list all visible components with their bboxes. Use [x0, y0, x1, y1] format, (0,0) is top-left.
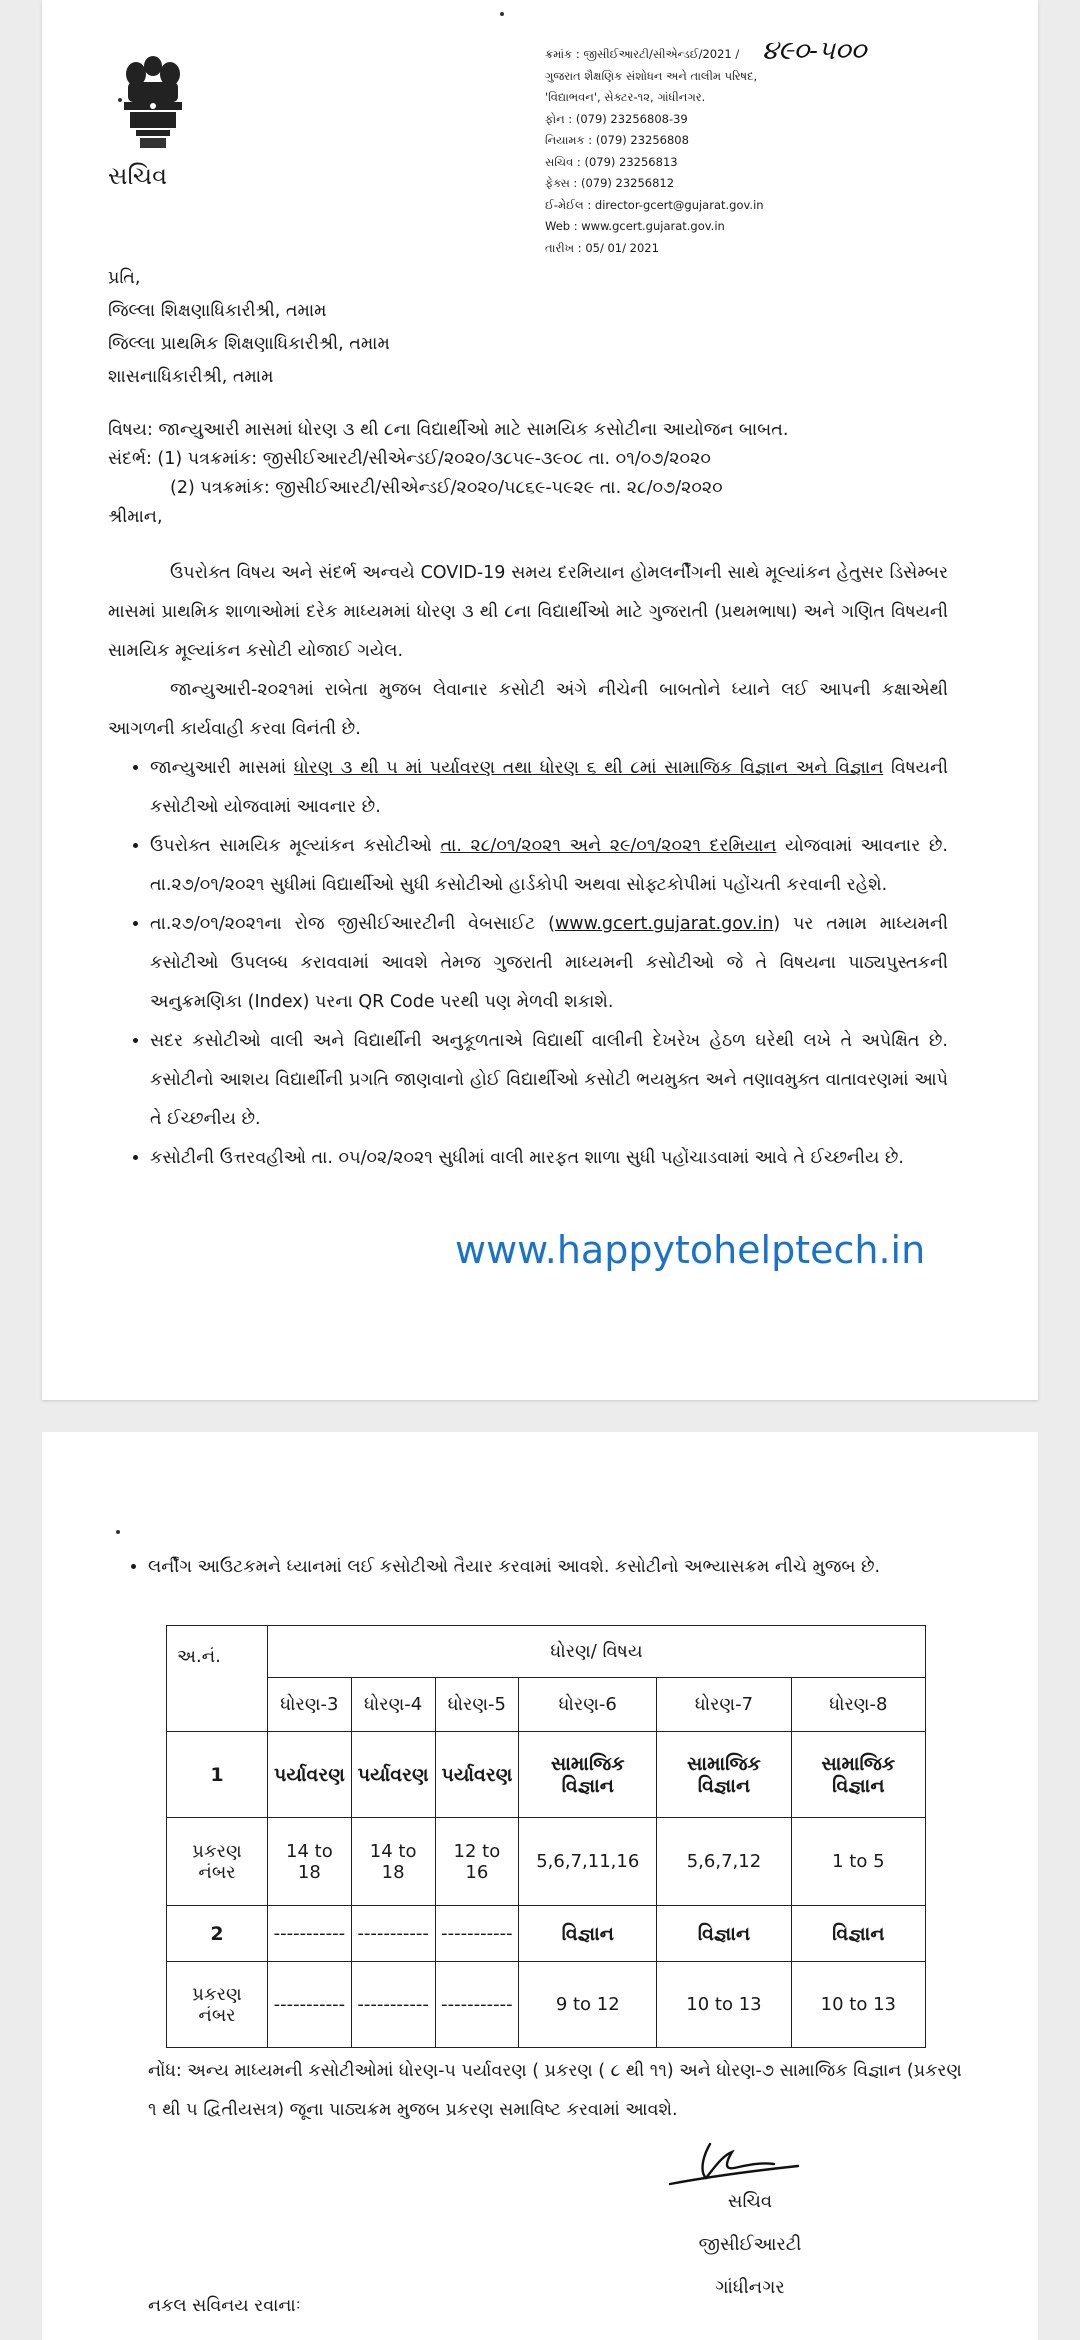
chapter-cell: 9 to 12 — [519, 1962, 657, 2048]
subject-cell: પર્યાવરણ — [268, 1732, 352, 1818]
row-number: 2 — [167, 1906, 268, 1962]
chapter-label: પ્રકરણ નંબર — [167, 1962, 268, 2048]
instruction-list — [108, 749, 948, 1178]
address-line: ફેક્સ : (079) 23256812 — [545, 176, 675, 190]
reference-line: સંદર્ભ: (1) પત્રક્રમાંક: જીસીઈઆરટી/સીએન્ડઈ/૨૦૨૦/૩૮૫૯-૩૯૦૮ તા. ૦૧/૦૭/૨૦૨૦ — [108, 449, 711, 469]
chapter-cell: 10 to 13 — [657, 1962, 791, 2048]
signatory-place: ગાંધીનગર — [715, 2277, 785, 2298]
national-emblem-icon — [108, 52, 198, 152]
list-item: • ઉપરોક્ત સામયિક મૂલ્યાંકન કસોટીઓ તા. ૨૮/૦૧/૨૦૨૧ અને ૨૯/૦૧/૨૦૨૧ દરમિયાન યોજવામાં આવનાર છે. તા.૨૭/૦૧/૨૦૨૧ સુધીમાં વિદ્યાર્થીઓ સુધી કસોટીઓ હાર્ડકોપી અથવા સોફ્ટકોપીમાં પહોંચતી કરવાની રહેશે. — [150, 827, 948, 905]
signatory-office: જીસીઈઆરટી — [698, 2234, 802, 2255]
syllabus-intro — [108, 1548, 948, 1587]
chapter-cell: ----------- — [435, 1962, 519, 2048]
subject-line: વિષય: જાન્યુઆરી માસમાં ધોરણ ૩ થી ૮ના વિદ્યાર્થીઓ માટે સામયિક કસોટીના આયોજન બાબત. — [108, 420, 789, 440]
grade-header: ધોરણ-6 — [519, 1678, 657, 1732]
subject-cell: વિજ્ઞાન — [519, 1906, 657, 1962]
scan-speck — [500, 12, 504, 16]
table-row — [167, 1906, 926, 1962]
chapter-cell: 1 to 5 — [791, 1818, 925, 1906]
list-item: • સદર કસોટીઓ વાલી અને વિદ્યાર્થીની અનુકૂળતાએ વિદ્યાર્થી વાલીની દેખરેખ હેઠળ ઘરેથી લખે તે અપેક્ષિત છે. કસોટીનો આશય વિદ્યાર્થીની પ્રગતિ જાણવાનો હોઈ વિદ્યાર્થીઓ કસોટી ભયમુક્ત અને તણાવમુક્ત વાતાવરણમાં આપે તે ઈચ્છનીય છે. — [150, 1022, 948, 1139]
address-line: 'વિદ્યાભવન', સેક્ટર-૧૨, ગાંધીનગર. — [545, 90, 706, 104]
table-row — [167, 1818, 926, 1906]
grade-subject-header: ધોરણ/ વિષય — [268, 1626, 926, 1678]
chapter-cell: ----------- — [351, 1962, 435, 2048]
letter-body — [108, 554, 948, 1178]
subject-cell: સામાજિક વિજ્ઞાન — [657, 1732, 791, 1818]
chapter-cell: 14 to 18 — [351, 1818, 435, 1906]
recipient-line: જિલ્લા શિક્ષણાધિકારીશ્રી, તમામ — [108, 301, 327, 321]
address-line: Web : www.gcert.gujarat.gov.in — [545, 219, 725, 233]
subject-cell: ----------- — [435, 1906, 519, 1962]
recipient-line: શાસનાધિકારીશ્રી, તમામ — [108, 367, 274, 387]
signatory-designation: સચિવ — [727, 2191, 773, 2212]
address-line: ગુજરાત શૈક્ષણિક સંશોધન અને તાલીમ પરિષદ, — [545, 68, 758, 83]
subject-cell: વિજ્ઞાન — [791, 1906, 925, 1962]
subject-cell: ----------- — [268, 1906, 352, 1962]
grade-header: ધોરણ-3 — [268, 1678, 352, 1732]
chapter-cell: 10 to 13 — [791, 1962, 925, 2048]
signature-block — [660, 2180, 840, 2309]
salutation: શ્રીમાન, — [108, 507, 163, 527]
sr-no-header: અ.નં. — [167, 1626, 268, 1732]
copy-to-label: નકલ સવિનય રવાનાઃ — [148, 2296, 301, 2316]
subject-cell: સામાજિક વિજ્ઞાન — [791, 1732, 925, 1818]
subject-cell: સામાજિક વિજ્ઞાન — [519, 1732, 657, 1818]
subject-cell: વિજ્ઞાન — [657, 1906, 791, 1962]
scan-speck — [116, 1530, 120, 1534]
chapter-cell: 14 to 18 — [268, 1818, 352, 1906]
handwritten-letter-number: ૪૯૦-૫૦૦ — [762, 36, 867, 66]
grade-header: ધોરણ-5 — [435, 1678, 519, 1732]
body-paragraph: ઉપરોક્ત વિષય અને સંદર્ભ અન્વયે COVID-19 સમય દરમિયાન હોમલર્નીંગની સાથે મૂલ્યાંકન હેતુસર ડિસેમ્બર માસમાં પ્રાથમિક શાળાઓમાં દરેક માધ્યમમાં ધોરણ ૩ થી ૮ના વિદ્યાર્થીઓ માટે ગુજરાતી (પ્રથમભાષા) અને ગણિત વિષયની સામયિક મૂલ્યાંકન કસોટી યોજાઈ ગયેલ. — [108, 563, 948, 661]
chapter-cell: 5,6,7,11,16 — [519, 1818, 657, 1906]
list-item: • લર્નીંગ આઉટકમને ધ્યાનમાં લઈ કસોટીઓ તૈયાર કરવામાં આવશે. કસોટીનો અભ્યાસક્રમ નીચે મુજબ છે. — [148, 1548, 948, 1587]
address-line: ફોન : (079) 23256808-39 — [545, 111, 688, 126]
address-line: તારીખ : 05/ 01/ 2021 — [545, 240, 659, 255]
body-paragraph: જાન્યુઆરી-૨૦૨૧માં રાબેતા મુજબ લેવાનાર કસોટી અંગે નીચેની બાબતોને ધ્યાને લઈ આપની કક્ષાએથી આગળની કાર્યવાહી કરવા વિનંતી છે. — [108, 680, 948, 739]
recipient-line: જિલ્લા પ્રાથમિક શિક્ષણાધિકારીશ્રી, તમામ — [108, 334, 390, 354]
note-text: નોંધ: અન્ય માધ્યમની કસોટીઓમાં ધોરણ-૫ પર્યાવરણ ( પ્રકરણ ( ૮ થી ૧૧) અને ધોરણ-૭ સામાજિક વિજ્ઞાન (પ્રકરણ ૧ થી ૫ દ્વિતીયસત્ર) જૂના પાઠ્યક્રમ મુજબ પ્રકરણ સમાવિષ્ટ કરવામાં આવશે. — [148, 2061, 962, 2120]
subject-block — [108, 416, 948, 532]
grade-header: ધોરણ-7 — [657, 1678, 791, 1732]
chapter-cell: 12 to 16 — [435, 1818, 519, 1906]
address-line: સચિવ : (079) 23256813 — [545, 154, 678, 169]
table-row — [167, 1732, 926, 1818]
address-line: નિયામક : (079) 23256808 — [545, 133, 689, 147]
row-number: 1 — [167, 1732, 268, 1818]
recipients-block — [108, 262, 390, 394]
syllabus-table — [166, 1625, 926, 2048]
grade-header: ધોરણ-4 — [351, 1678, 435, 1732]
address-line: ક્રમાંક : જીસીઈઆરટી/સીએન્ડઈ/2021 / — [545, 47, 740, 61]
recipient-line: પ્રતિ, — [108, 268, 141, 288]
designation-label: સચિવ — [108, 162, 168, 190]
list-item: • જાન્યુઆરી માસમાં ધોરણ ૩ થી ૫ માં પર્યાવરણ તથા ધોરણ ૬ થી ૮માં સામાજિક વિજ્ઞાન અને વિજ્ઞાન વિષયની કસોટીઓ યોજવામાં આવનાર છે. — [150, 749, 948, 827]
subject-cell: પર્યાવરણ — [435, 1732, 519, 1818]
table-row — [167, 1962, 926, 2048]
chapter-label: પ્રકરણ નંબર — [167, 1818, 268, 1906]
subject-cell: ----------- — [351, 1906, 435, 1962]
chapter-cell: ----------- — [268, 1962, 352, 2048]
reference-line: (2) પત્રક્રમાંક: જીસીઈઆરટી/સીએન્ડઈ/૨૦૨૦/૫૮૬૯-૫૯૨૯ તા. ૨૮/૦૭/૨૦૨૦ — [170, 478, 723, 498]
grade-header: ધોરણ-8 — [791, 1678, 925, 1732]
subject-cell: પર્યાવરણ — [351, 1732, 435, 1818]
list-item: • તા.૨૭/૦૧/૨૦૨૧ના રોજ જીસીઈઆરટીની વેબસાઈટ (www.gcert.gujarat.gov.in) પર તમામ માધ્યમની કસોટીઓ ઉપલબ્ધ કરાવવામાં આવશે તેમજ ગુજરાતી માધ્યમની કસોટીઓ જે તે વિષયના પાઠ્યપુસ્તકની અનુક્રમણિકા (Index) પરના QR Code પરથી પણ મેળવી શકાશે. — [150, 905, 948, 1022]
gcert-website-link[interactable]: www.gcert.gujarat.gov.in — [554, 914, 774, 934]
watermark-link[interactable]: www.happytohelptech.in — [455, 1228, 926, 1272]
address-line: ઈ-મેઈલ : director-gcert@gujarat.gov.in — [545, 197, 764, 212]
list-item: • કસોટીની ઉત્તરવહીઓ તા. ૦૫/૦૨/૨૦૨૧ સુધીમાં વાલી મારફત શાળા સુધી પહોંચાડવામાં આવે તે ઈચ્છનીય છે. — [150, 1139, 948, 1178]
office-address-block — [545, 44, 985, 259]
chapter-cell: 5,6,7,12 — [657, 1818, 791, 1906]
